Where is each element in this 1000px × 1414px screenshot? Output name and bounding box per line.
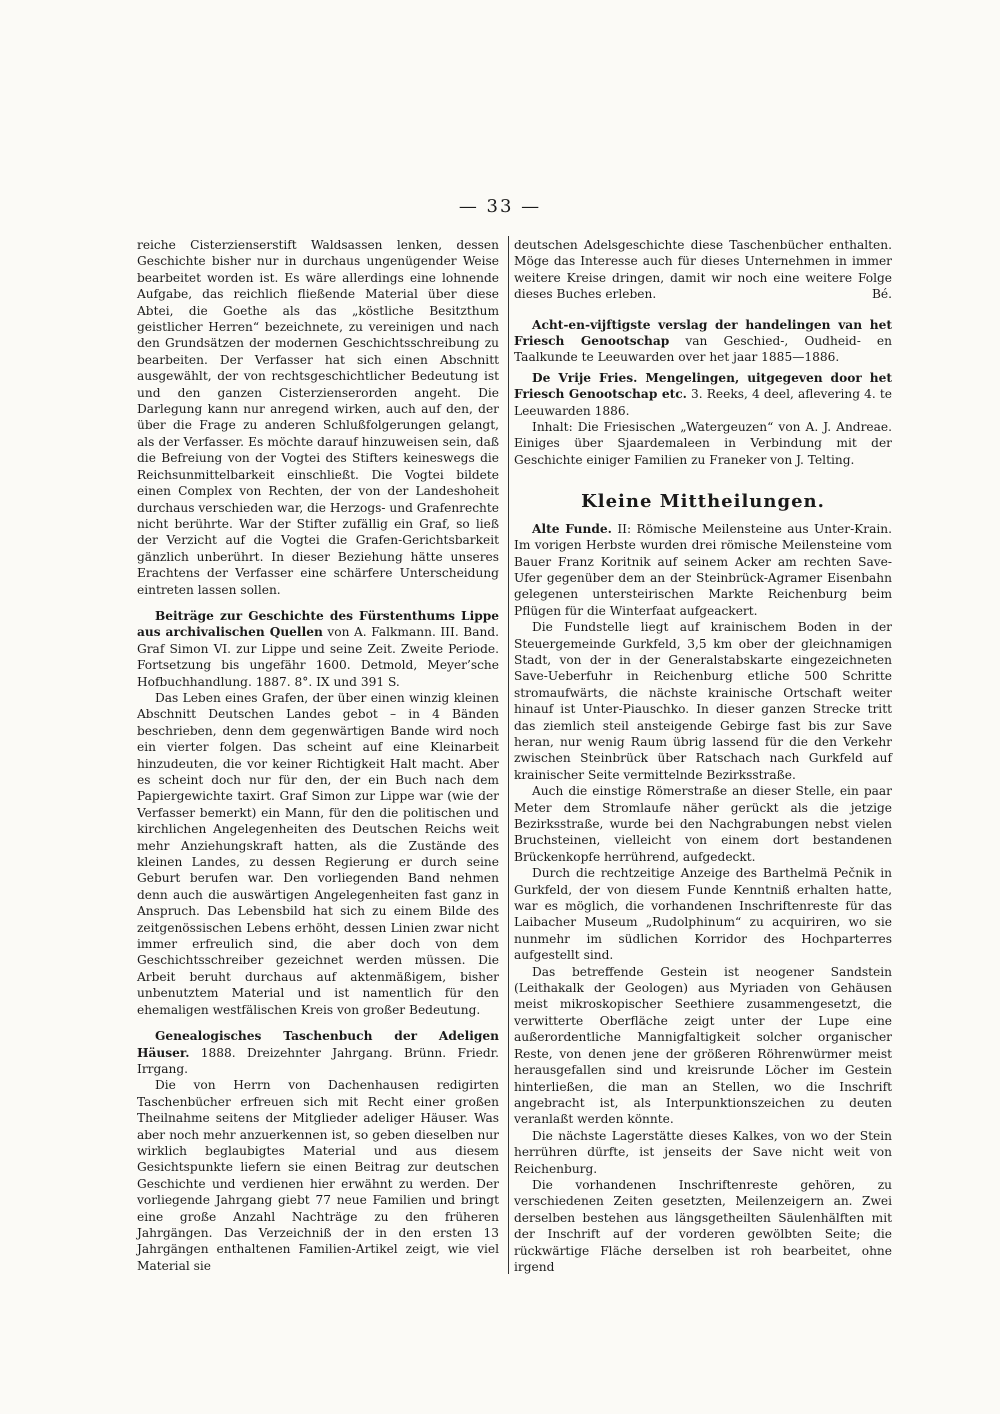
- section-heading: Kleine Mittheilungen.: [581, 491, 825, 513]
- review-text: deutschen Adelsgeschichte diese Taschenbücher enthalten. Möge das Interesse auch für dieses Unternehmen in immer weitere Kreise dringen, damit wir noch eine weitere Folge dieses Buches erleben.: [514, 238, 892, 302]
- page-number: — 33 —: [458, 196, 542, 217]
- article-paragraph: [514, 521, 892, 619]
- review-lippe: [137, 608, 499, 1018]
- review-bibliography: 1888. Dreizehnter Jahrgang. Brünn. Friedr. Irrgang.: [137, 1045, 500, 1076]
- review-vrije-fries: [514, 370, 892, 468]
- article-text: II: Römische Meilensteine aus Unter-Krain. Im vorigen Herbste wurden drei römische Meilensteine vom Bauer Franz Koritnik auf seinem Acker am rechten Save-Ufer gegenüber dem an der Steinbrück-Agramer Eisenbahn gelegenen untersteirischen Markte Reichenburg beim Pflügen für die Winterfaat aufgeackert.: [514, 521, 892, 618]
- review-text: Die von Herrn von Dachenhausen redigirten Taschenbücher erfreuen sich mit Recht einer großen Theilnahme seitens der Mitglieder adeliger Häuser. Was aber noch mehr anzuerkennen ist, so geben dieselben nur wirklich beglaubigtes Material und aus diesem Gesichtspunkte liefern sie einen Beitrag zur deutschen Geschichte und verdienen hier erwähnt zu werden. Der vorliegende Jahrgang giebt 77 neue Familien und bringt eine große Anzahl Nachträge zu den früheren Jahrgängen. Das Verzeichniß der in den ersten 13 Jahrgängen enthaltenen Familien-Artikel zeigt, wie viel Material sie: [137, 1078, 499, 1273]
- article-paragraph: Die vorhandenen Inschriftenreste gehören, zu verschiedenen Zeiten gesetzten, Meilenzeigern an. Zwei derselben bestehen aus längsgetheilten Säulenhälften mit der Inschrift auf der vorderen gewölbten Seite; die rückwärtige Fläche derselben ist roh bearbeitet, ohne irgend: [514, 1177, 892, 1274]
- bibliographic-entry: [137, 608, 499, 690]
- review-bibliography: von A. Falkmann. III. Band. Graf Simon VI. zur Lippe und seine Zeit. Zweite Periode. Fortsetzung bis ungefähr 1600. Detmold, Meyer’sche Hofbuchhandlung. 1887. 8°. IX und 391 S.: [137, 625, 499, 689]
- bibliographic-entry: [137, 1028, 499, 1077]
- review-bibliography: van Geschied-, Oudheid- en Taalkunde te Leeuwarden over het jaar 1885—1886.: [514, 334, 892, 365]
- column-divider: [508, 236, 509, 1274]
- right-column: [514, 237, 892, 1275]
- article-paragraph: Auch die einstige Römerstraße an dieser Stelle, ein paar Meter dem Stromlaufe näher gerückt als die jetzige Bezirksstraße, wurde bei den Nachgrabungen nebst vielen Bruchsteinen, vielleicht von einem dort bestandenen Brückenkopfe herrührend, aufgedeckt.: [514, 784, 892, 864]
- bibliographic-entry: [514, 317, 892, 366]
- article-paragraph: Die Fundstelle liegt auf krainischem Boden in der Steuergemeinde Gurkfeld, 3,5 km ober der gleichnamigen Stadt, von der in der Generalstabskarte eingezeichneten Save-Ueberfuhr in Reichenburg etliche 500 Schritte stromaufwärts, die nächste krainische Ortschaft weiter hinauf ist Unter-Piauschko. In dieser ganzen Strecke tritt das ziemlich steil ansteigende Gebirge fast bis zur Save heran, nur wenig Raum übrig lassend für die den Verkehr zwischen Steinbrück über Ratschach nach Gurkfeld auf krainischer Seite vermittelnde Bezirksstraße.: [514, 620, 892, 782]
- review-signature: Bé.: [871, 287, 892, 302]
- continued-review-paragraph: [514, 237, 892, 303]
- review-title: Acht-en-vijftigste verslag der handelingen van het Friesch Genootschap: [514, 317, 892, 349]
- review-taschenbuch: [137, 1028, 499, 1274]
- review-text: Inhalt: Die Friesischen „Watergeuzen“ von A. J. Andreae. Einiges über Sjaardemaleen in Verbindung mit der Geschichte einiger Familien zu Franeker von J. Telting.: [514, 420, 892, 467]
- review-friesch-verslag: [514, 317, 892, 366]
- article-paragraph: Durch die rechtzeitige Anzeige des Barthelmä Pečnik in Gurkfeld, der von diesem Funde Kenntniß erhalten hatte, war es möglich, die vorhandenen Inschriftenreste für das Laibacher Museum „Rudolphinum“ zu acquiriren, wo sie nunmehr im südlichen Korridor des Hochparterres aufgestellt sind.: [514, 866, 892, 963]
- article-paragraph: Das betreffende Gestein ist neogener Sandstein (Leithakalk der Geologen) aus Myriaden von Gehäusen meist mikroskopischer Seethiere zusammengesetzt, die verwitterte Oberfläche zeigt unter der Lupe eine außerordentliche Mannigfaltigkeit solcher organischer Reste, von denen jene der größeren Röhrenwürmer meist herausgefallen sind und kreisrunde Löcher im Gestein hinterließen, die man an Stellen, wo die Inschrift angebracht ist, als Interpunktionszeichen zu deuten veranlaßt werden könnte.: [514, 964, 892, 1127]
- continued-review-paragraph: reiche Cisterzienserstift Waldsassen lenken, dessen Geschichte bisher nur in durchaus ungenügender Weise bearbeitet worden ist. Es wäre allerdings eine lohnende Aufgabe, das reichlich fließende Material über diese Abtei, die Goethe als das „köstliche Besitzthum geistlicher Herren“ bezeichnete, zu vereinigen und nach den Grundsätzen der modernen Geschichtsschreibung zu bearbeiten. Der Verfasser hat sich einen Abschnitt ausgewählt, der von rechtsgeschichtlicher Bedeutung ist und den ganzen Cisterzienserorden angeht. Die Darlegung kann nur anregend wirken, auch auf den, der über die Frage zu anderen Schlußfolgerungen gelangt, als der Verfasser. Es möchte darauf hinzuweisen sein, daß die Befreiung von der Vogtei des Stifters keineswegs die Reichsunmittelbarkeit einschließt. Die Vogtei bildete einen Complex von Rechten, der von der Landeshoheit durchaus verschieden war, die Herzogs- und Grafenrechte nicht berührte. War der Stifter zufällig ein Graf, so ließ der Verzicht auf die Vogtei die Grafen-Gerichtsbarkeit gänzlich unberührt. In dieser Beziehung hätte unseres Erachtens der Verfasser eine schärfere Unterscheidung eintreten lassen sollen.: [137, 238, 499, 597]
- review-title: Genealogisches Taschenbuch der Adeligen Häuser.: [137, 1029, 499, 1060]
- bibliographic-entry: [514, 370, 892, 419]
- article-paragraph: Die nächste Lagerstätte dieses Kalkes, von wo der Stein herrühren dürfte, ist jenseits der Save nicht weit von Reichenburg.: [514, 1128, 892, 1176]
- review-bibliography: 3. Reeks, 4 deel, aflevering 4. te Leeuwarden 1886.: [514, 387, 892, 418]
- review-text: Das Leben eines Grafen, der über einen winzig kleinen Abschnitt Deutschen Landes gebot – in 4 Bänden beschrieben, denn dem gegenwärtigen Bande wird noch ein vierter folgen. Das scheint auf eine Kleinarbeit hinzudeuten, die vor keiner Richtigkeit Halt macht. Aber es scheint doch nur für den, der ein Buch nach dem Papiergewichte taxirt. Graf Simon zur Lippe war (wie der Verfasser bemerkt) ein Mann, für den die politischen und kirchlichen Angelegenheiten des Deutschen Reichs weit mehr Anziehungskraft hatten, als die Zustände des kleinen Landes, zu dessen Regierung er durch seine Geburt berufen war. Den vorliegenden Band nehmen denn auch die auswärtigen Angelegenheiten fast ganz in Anspruch. Das Lebensbild hat sich zu einem Bilde des zeitgenössischen Lebens erhöht, dessen Linien zwar nicht immer erfreulich sind, die aber doch von dem Geschichtsschreiber gezeichnet werden müssen. Die Arbeit beruht durchaus auf aktenmäßigem, bisher unbenutztem Material und ist namentlich für den ehemaligen westfälischen Kreis von großer Bedeutung.: [137, 690, 499, 1017]
- review-title: De Vrije Fries. Mengelingen, uitgegeven door het Friesch Genootschap etc.: [514, 370, 892, 402]
- left-column: [137, 237, 499, 1274]
- review-title: Beiträge zur Geschichte des Fürstenthums Lippe aus archivalischen Quellen: [137, 608, 499, 640]
- article-subheading: Alte Funde.: [532, 521, 612, 536]
